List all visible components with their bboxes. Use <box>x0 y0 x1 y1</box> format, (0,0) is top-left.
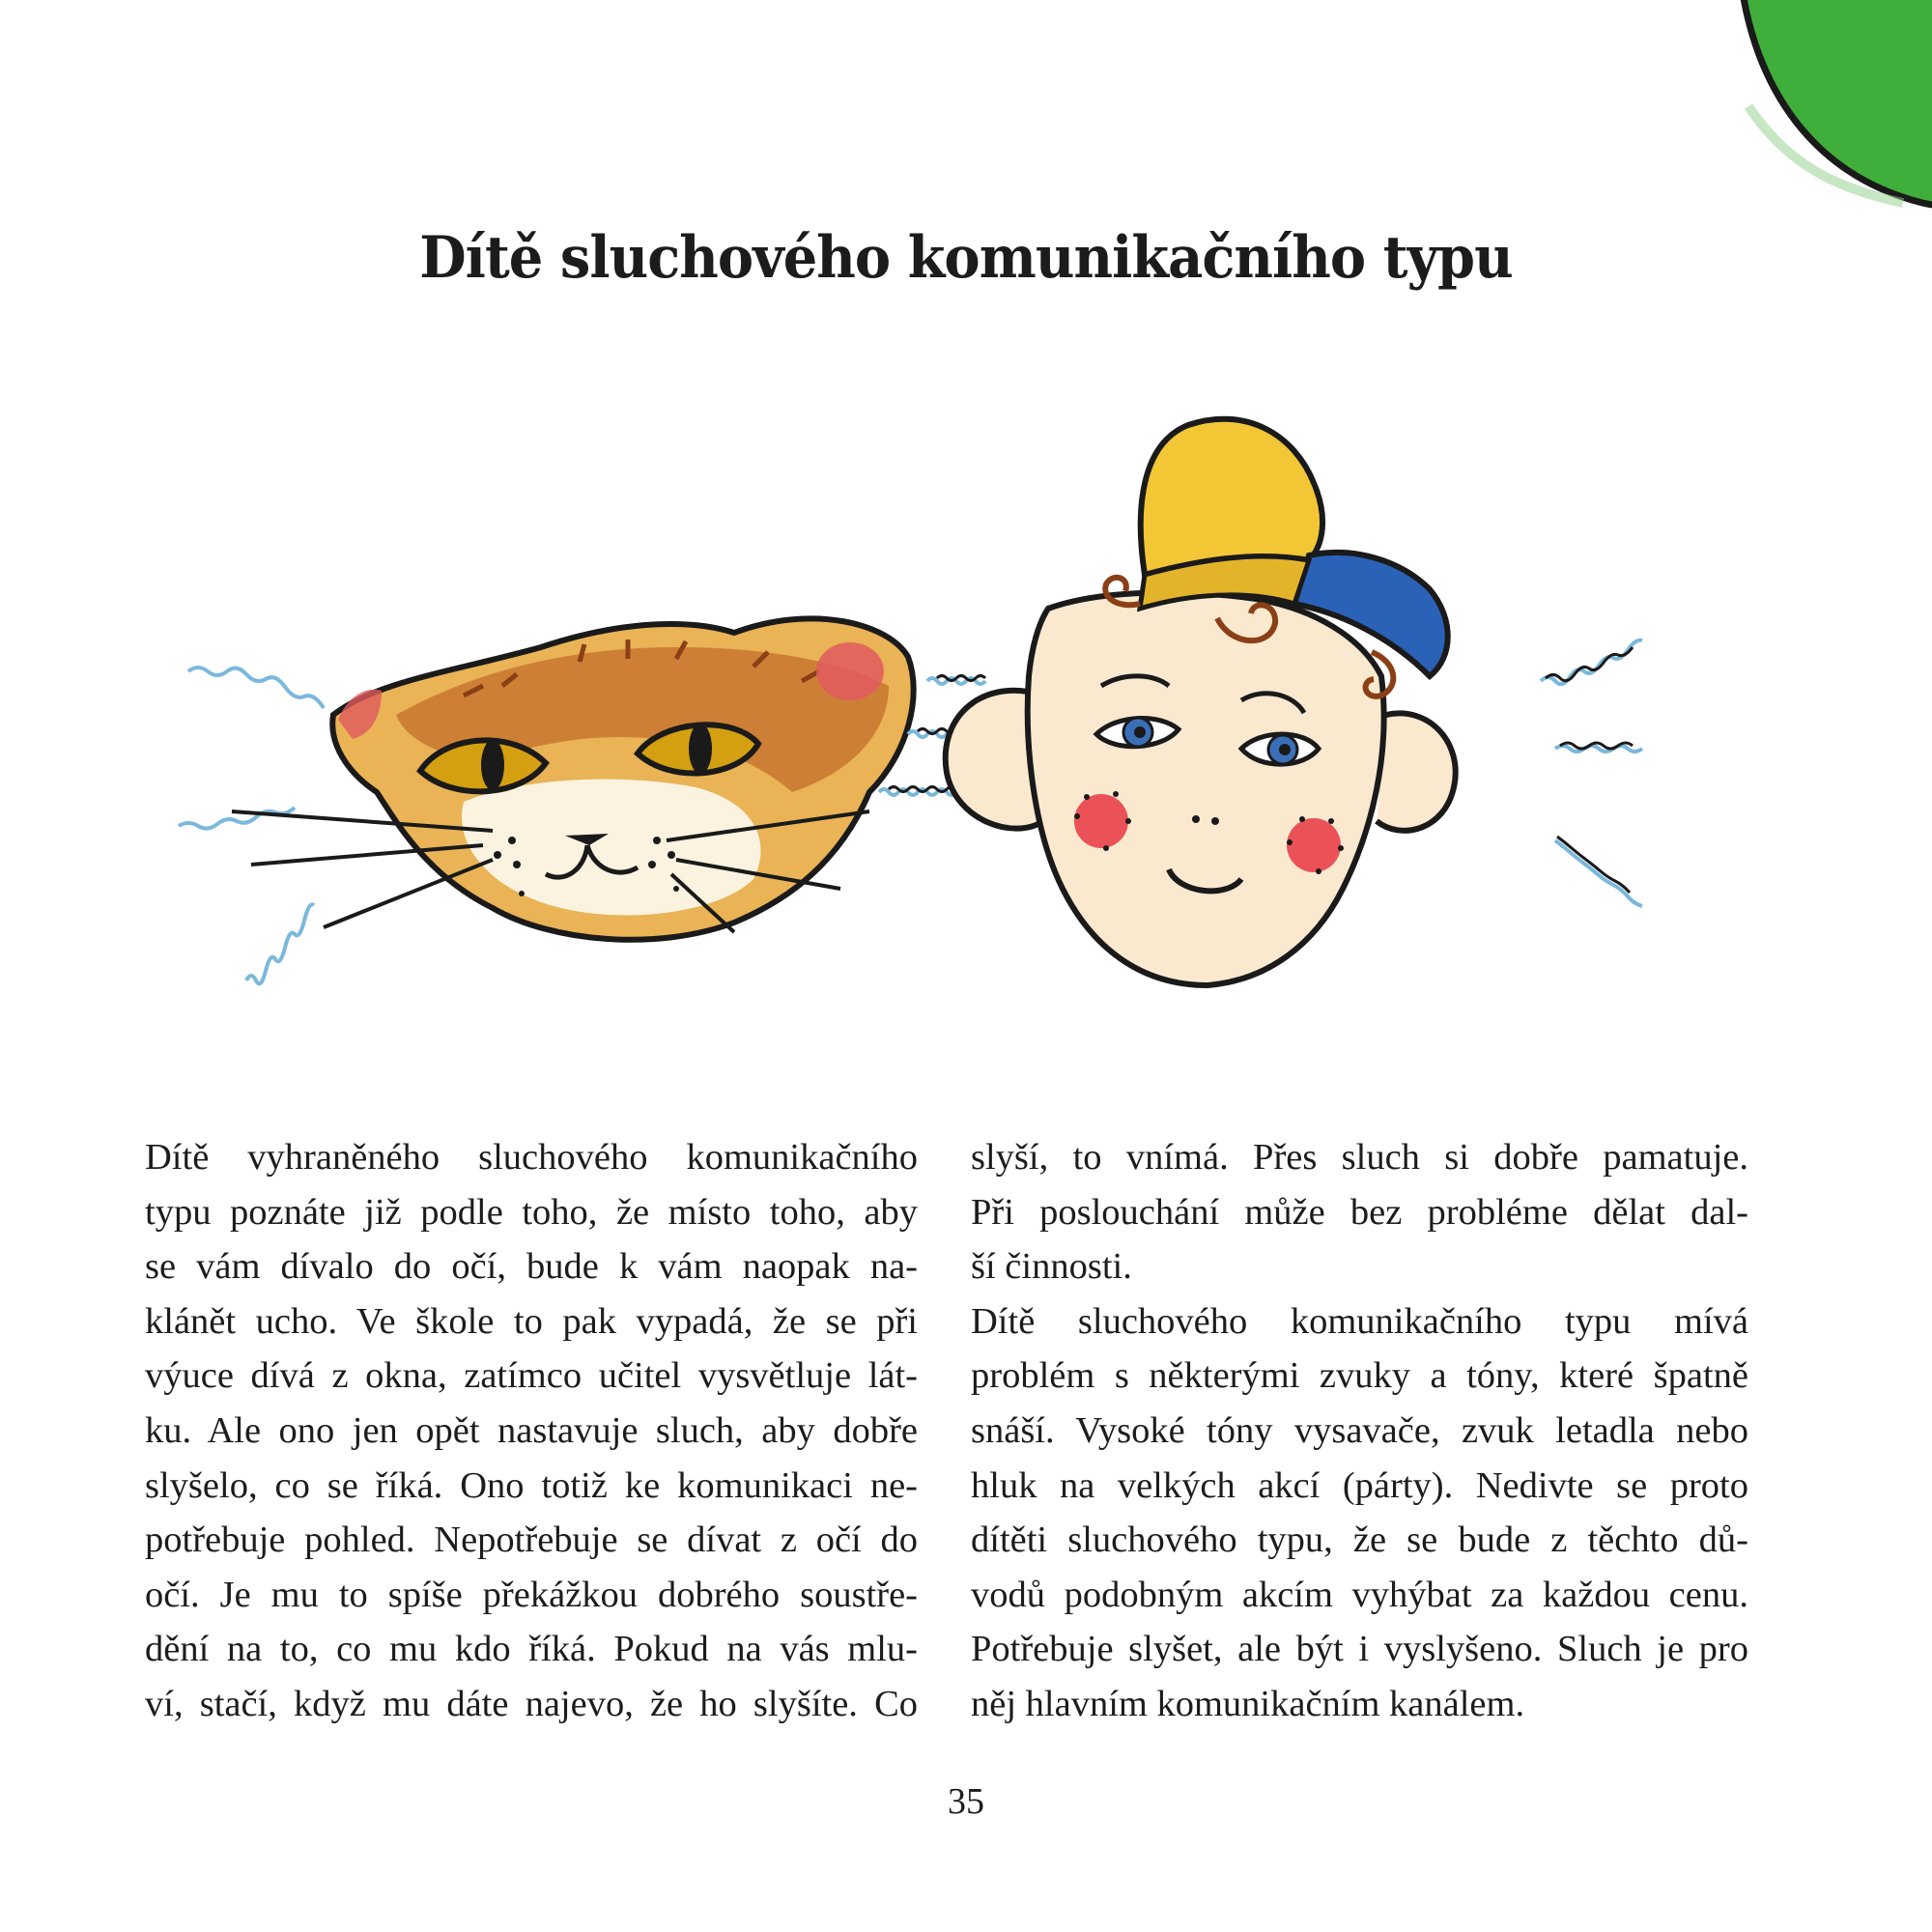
text-line: vodů podobným akcím vyhýbat za každou cenu. <box>971 1574 1748 1615</box>
text-line: slyší, to vnímá. Přes sluch si dobře pamatuje. <box>971 1137 1748 1178</box>
body-text-left-column <box>145 1130 918 1732</box>
text-line: hluk na velkých akcí (párty). Nedivte se proto <box>971 1464 1748 1506</box>
green-corner-decoration <box>1719 0 1932 222</box>
text-line: ví, stačí, když mu dáte najevo, že ho slyšíte. Co <box>145 1683 918 1724</box>
boy-face-drawing <box>946 419 1456 985</box>
text-line: ší činnosti. <box>971 1246 1132 1288</box>
text-line: typu poznáte již podle toho, že místo toho, aby <box>145 1191 918 1233</box>
text-line: Dítě sluchového komunikačního typu mívá <box>971 1300 1748 1342</box>
text-line: klánět ucho. Ve škole to pak vypadá, že se při <box>145 1300 918 1342</box>
page-title: Dítě sluchového komunikačního typu <box>419 224 1513 292</box>
text-line: snáší. Vysoké tóny vysavače, zvuk letadla nebo <box>971 1409 1748 1451</box>
page-number: 35 <box>948 1781 984 1822</box>
text-line: očí. Je mu to spíše překážkou dobrého soustře- <box>145 1574 918 1615</box>
illustration-cat-and-boy <box>174 406 1710 1005</box>
text-line: se vám dívalo do očí, bude k vám naopak na- <box>145 1246 918 1288</box>
text-line: výuce dívá z okna, zatímco učitel vysvětluje lát- <box>145 1355 918 1397</box>
text-line: problém s některými zvuky a tóny, které špatně <box>971 1355 1748 1397</box>
text-line: dění na to, co mu kdo říká. Pokud na vás mlu- <box>145 1629 918 1670</box>
text-line: potřebuje pohled. Nepotřebuje se dívat z očí do <box>145 1520 918 1561</box>
text-line: slyšelo, co se říká. Ono totiž ke komunikaci ne- <box>145 1464 918 1506</box>
text-line: Potřebuje slyšet, ale být i vyslyšeno. Sluch je pro <box>971 1629 1748 1670</box>
body-text-right-column <box>971 1130 1748 1732</box>
text-line: dítěti sluchového typu, že se bude z těchto dů- <box>971 1520 1748 1561</box>
text-line: ku. Ale ono jen opět nastavuje sluch, aby dobře <box>145 1409 918 1451</box>
text-line: Dítě vyhraněného sluchového komunikačního <box>145 1137 918 1178</box>
sound-waves-right <box>1541 640 1642 906</box>
text-line: něj hlavním komunikačním kanálem. <box>971 1683 1525 1724</box>
text-line: Při poslouchání může bez probléme dělat dal- <box>971 1191 1748 1233</box>
cat-face-drawing <box>179 618 914 983</box>
